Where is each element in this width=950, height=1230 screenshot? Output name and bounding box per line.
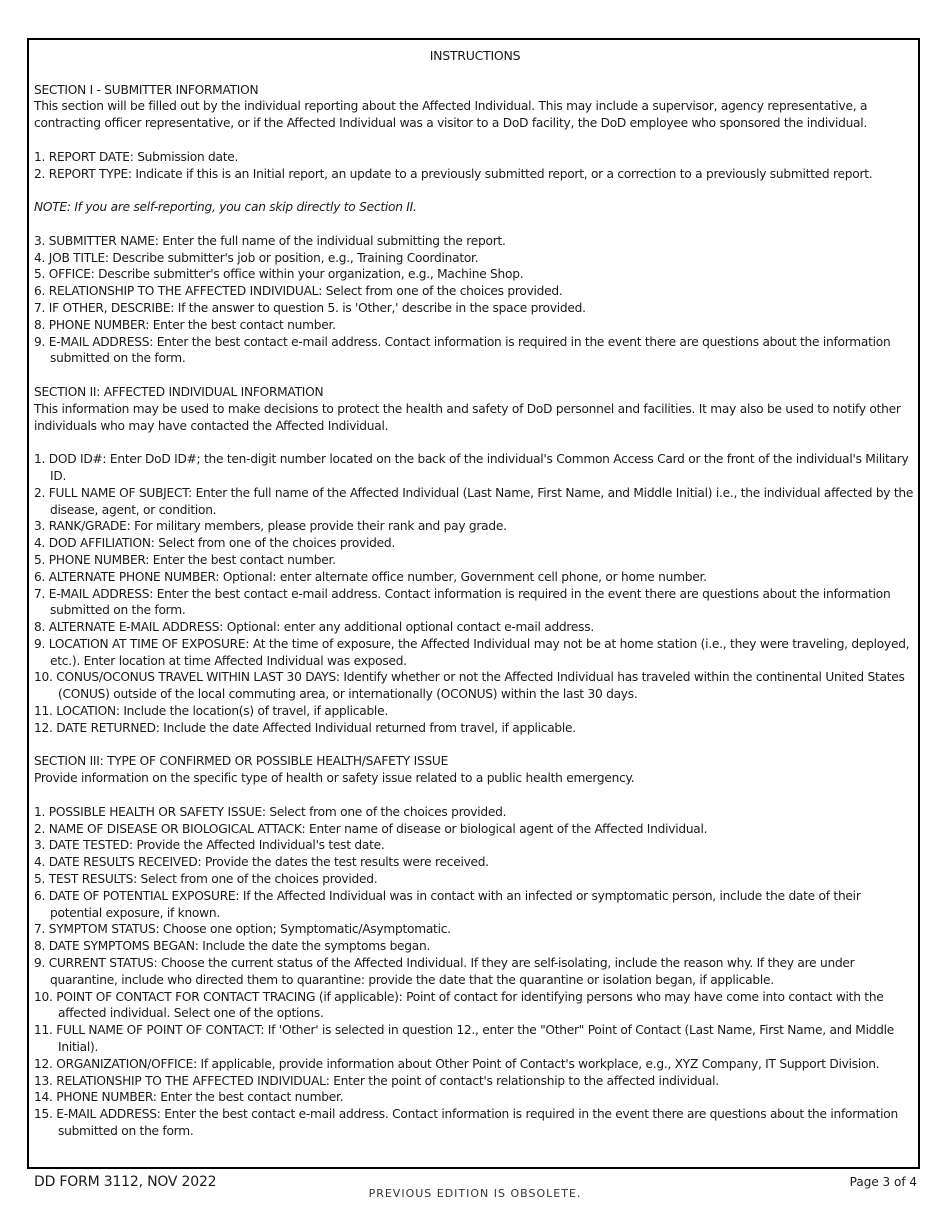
edition-note: PREVIOUS EDITION IS OBSOLETE. xyxy=(368,1187,582,1200)
instruction-item: 5. OFFICE: Describe submitter's office within your organization, e.g., Machine Shop. xyxy=(34,267,524,282)
instruction-item: 11. FULL NAME OF POINT OF CONTACT: If 'Other' is selected in question 12., enter the "Other" Point of Contact (Last Name, First Name, and Middle Initial). xyxy=(34,1023,895,1055)
instructions-frame xyxy=(27,38,920,1169)
section-3-intro: Provide information on the specific type of health or safety issue related to a public health emergency. xyxy=(34,771,635,786)
section-2-intro: This information may be used to make decisions to protect the health and safety of DoD personnel and facilities. It may also be used to notify other individuals who may have contacted the Affected Individual. xyxy=(34,401,901,433)
instruction-item: 1. POSSIBLE HEALTH OR SAFETY ISSUE: Select from one of the choices provided. xyxy=(34,804,507,819)
page-title: INSTRUCTIONS xyxy=(429,48,521,63)
instruction-item: 12. ORGANIZATION/OFFICE: If applicable, provide information about Other Point of Contact's workplace, e.g., XYZ Company, IT Support Division. xyxy=(34,1056,880,1071)
instruction-item: 9. CURRENT STATUS: Choose the current status of the Affected Individual. If they are self-isolating, include the reason why. If they are under quarantine, include who directed them to quarantine: provide the date that the quarantine or isolation began, if applicable. xyxy=(34,956,855,987)
instruction-item: 4. DATE RESULTS RECEIVED: Provide the dates the test results were received. xyxy=(34,855,489,870)
section-3-heading: SECTION III: TYPE OF CONFIRMED OR POSSIBLE HEALTH/SAFETY ISSUE xyxy=(34,754,449,769)
instruction-item: 11. LOCATION: Include the location(s) of travel, if applicable. xyxy=(34,704,388,719)
section-2-items xyxy=(34,451,916,737)
instruction-item: 14. PHONE NUMBER: Enter the best contact number. xyxy=(34,1090,344,1105)
instruction-item: 2. NAME OF DISEASE OR BIOLOGICAL ATTACK: Enter name of disease or biological agent of the Affected Individual. xyxy=(34,821,708,836)
page-number: Page 3 of 4 xyxy=(849,1175,917,1189)
form-id: DD FORM 3112, NOV 2022 xyxy=(34,1174,217,1190)
instruction-item: 3. DATE TESTED: Provide the Affected Individual's test date. xyxy=(34,838,385,853)
instruction-item: 3. SUBMITTER NAME: Enter the full name of the individual submitting the report. xyxy=(34,233,506,248)
instruction-item: 2. REPORT TYPE: Indicate if this is an Initial report, an update to a previously submitted report, or a correction to a previously submitted report. xyxy=(34,166,873,181)
instruction-item: 8. DATE SYMPTOMS BEGAN: Include the date the symptoms began. xyxy=(34,939,431,954)
section-2-heading: SECTION II: AFFECTED INDIVIDUAL INFORMATION xyxy=(34,384,324,399)
instruction-item: 15. E-MAIL ADDRESS: Enter the best contact e-mail address. Contact information is required in the event there are questions about the information submitted on the form. xyxy=(34,1107,898,1138)
instruction-item: 12. DATE RETURNED: Include the date Affected Individual returned from travel, if applicable. xyxy=(34,720,576,735)
instruction-item: 9. LOCATION AT TIME OF EXPOSURE: At the time of exposure, the Affected Individual may not be at home station (i.e., they were traveling, deployed, etc.). Enter location at time Affected Individual was exposed. xyxy=(34,636,910,668)
instruction-item: 6. RELATIONSHIP TO THE AFFECTED INDIVIDUAL: Select from one of the choices provided. xyxy=(34,284,563,299)
instruction-item: 4. DOD AFFILIATION: Select from one of the choices provided. xyxy=(34,536,396,551)
instruction-item: 5. TEST RESULTS: Select from one of the choices provided. xyxy=(34,872,378,887)
instruction-item: 6. DATE OF POTENTIAL EXPOSURE: If the Affected Individual was in contact with an infected or symptomatic person, include the date of their potential exposure, if known. xyxy=(34,888,861,920)
instruction-item: 9. E-MAIL ADDRESS: Enter the best contact e-mail address. Contact information is required in the event there are questions about the information submitted on the form. xyxy=(34,334,891,366)
instruction-item: 2. FULL NAME OF SUBJECT: Enter the full name of the Affected Individual (Last Name, First Name, and Middle Initial) i.e., the individual affected by the disease, agent, or condition. xyxy=(34,485,914,517)
section-1-intro: This section will be filled out by the individual reporting about the Affected Individual. This may include a supervisor, agency representative, a contracting officer representative, or if the Affected Individual was a visitor to a DoD facility, the DoD employee who sponsored the individual. xyxy=(34,99,868,131)
instruction-item: 10. POINT OF CONTACT FOR CONTACT TRACING (if applicable): Point of contact for identifying persons who may have come into contact with the affected individual. Select one of the options. xyxy=(34,989,884,1021)
instruction-item: 7. IF OTHER, DESCRIBE: If the answer to question 5. is 'Other,' describe in the space provided. xyxy=(34,300,586,315)
instruction-item: 7. E-MAIL ADDRESS: Enter the best contact e-mail address. Contact information is required in the event there are questions about the information submitted on the form. xyxy=(34,586,891,618)
self-report-note: NOTE: If you are self-reporting, you can skip directly to Section II. xyxy=(34,200,417,215)
instructions-content xyxy=(34,48,916,1140)
instruction-item: 13. RELATIONSHIP TO THE AFFECTED INDIVIDUAL: Enter the point of contact's relationship to the affected individual. xyxy=(34,1073,719,1088)
instruction-item: 8. PHONE NUMBER: Enter the best contact number. xyxy=(34,317,336,332)
instruction-item: 4. JOB TITLE: Describe submitter's job or position, e.g., Training Coordinator. xyxy=(34,250,479,265)
section-1-items-b xyxy=(34,233,916,367)
section-3-items xyxy=(34,804,916,1140)
section-1-heading: SECTION I - SUBMITTER INFORMATION xyxy=(34,82,259,97)
instruction-item: 7. SYMPTOM STATUS: Choose one option; Symptomatic/Asymptomatic. xyxy=(34,922,451,937)
instruction-item: 3. RANK/GRADE: For military members, please provide their rank and pay grade. xyxy=(34,519,507,534)
instruction-item: 5. PHONE NUMBER: Enter the best contact number. xyxy=(34,552,336,567)
section-1-items-a xyxy=(34,149,916,183)
instruction-item: 6. ALTERNATE PHONE NUMBER: Optional: enter alternate office number, Government cell phone, or home number. xyxy=(34,569,707,584)
instruction-item: 1. DOD ID#: Enter DoD ID#; the ten-digit number located on the back of the individual's Common Access Card or the front of the individual's Military ID. xyxy=(34,452,909,483)
instruction-item: 1. REPORT DATE: Submission date. xyxy=(34,149,239,164)
instruction-item: 10. CONUS/OCONUS TRAVEL WITHIN LAST 30 DAYS: Identify whether or not the Affected Individual has traveled within the continental United States (CONUS) outside of the local commuting area, or internationally (OCONUS) within the last 30 days. xyxy=(34,670,905,702)
instruction-item: 8. ALTERNATE E-MAIL ADDRESS: Optional: enter any additional optional contact e-mail address. xyxy=(34,620,594,635)
